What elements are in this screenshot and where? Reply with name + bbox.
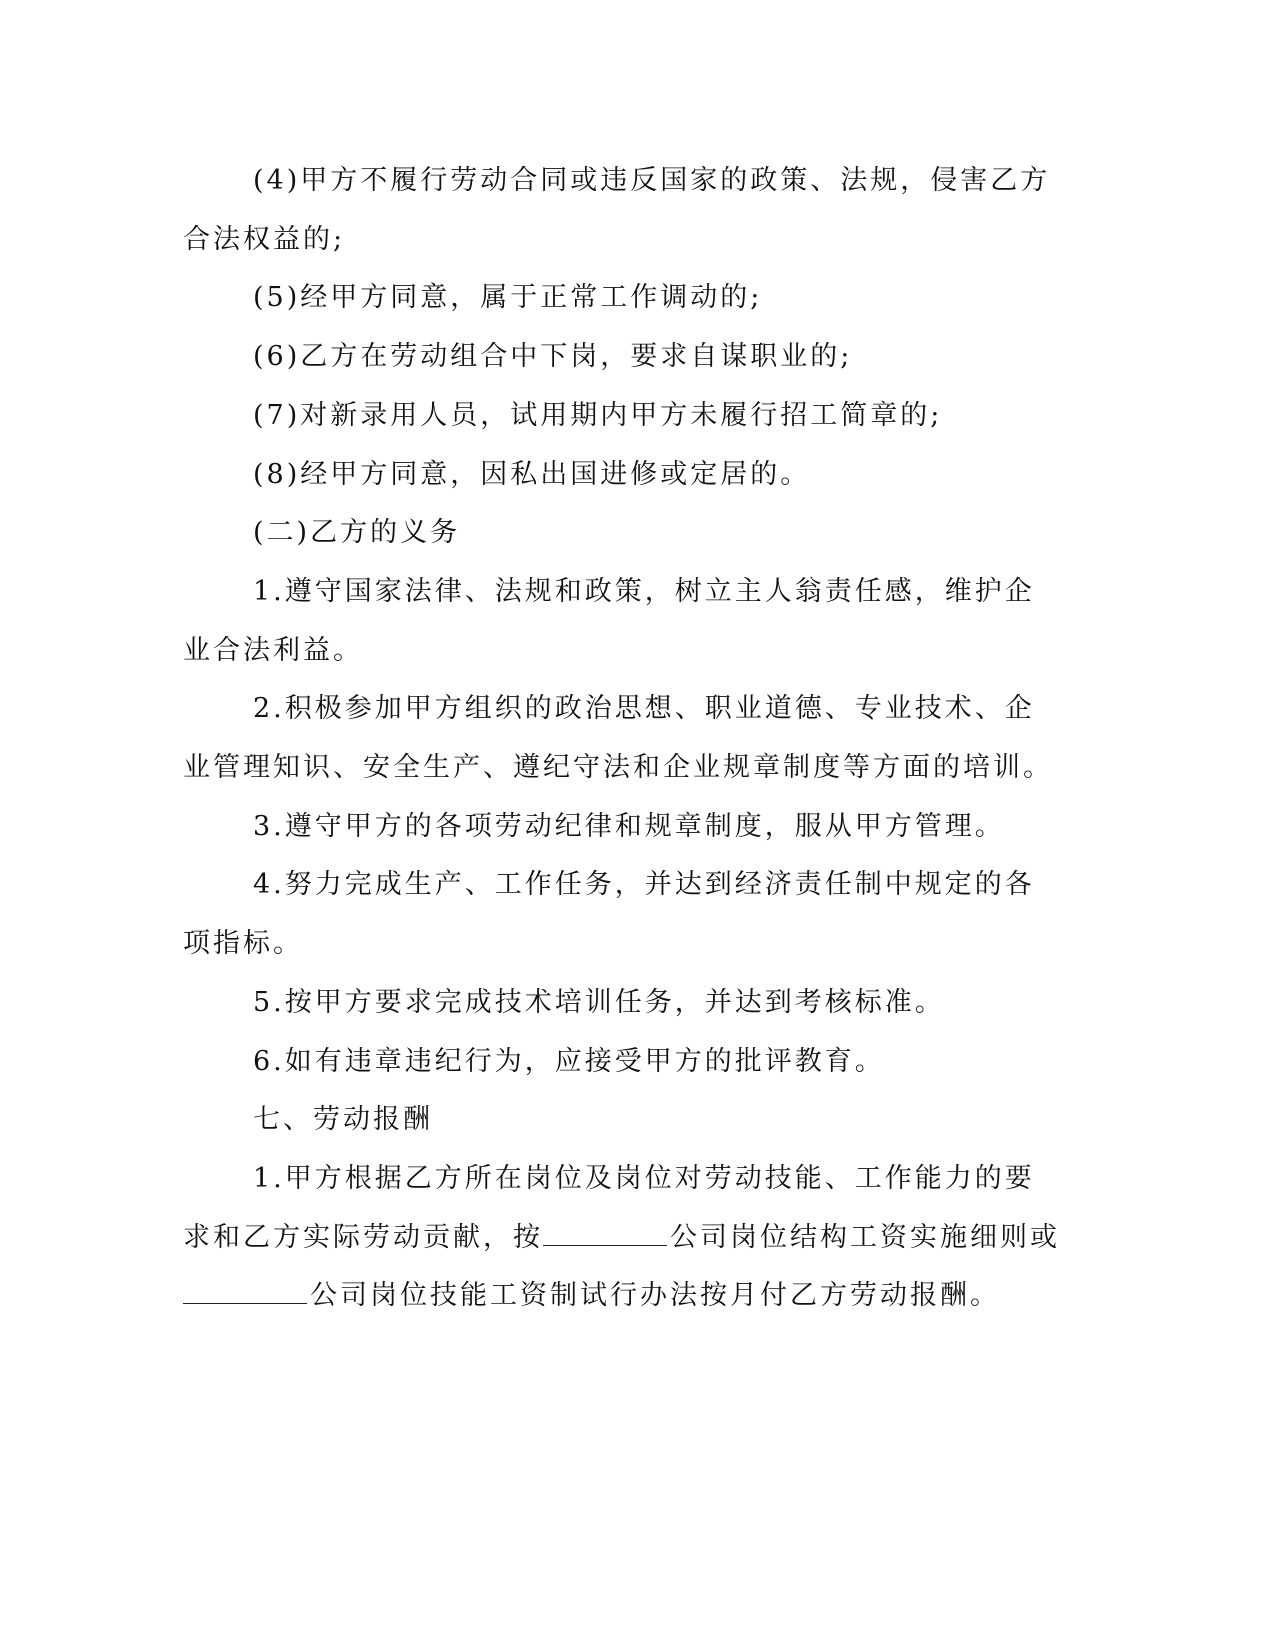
- paragraph-item-4: (4)甲方不履行劳动合同或违反国家的政策、法规，侵害乙方合法权益的;: [183, 165, 1051, 255]
- obligation-5: 5.按甲方要求完成技术培训任务，并达到考核标准。: [253, 986, 945, 1018]
- company-name-blank-2: [183, 1275, 307, 1304]
- obligation-6: 6.如有违章违纪行为，应接受甲方的批评教育。: [253, 1045, 885, 1077]
- section-heading-compensation: 七、劳动报酬: [253, 1104, 433, 1136]
- document-body: [183, 152, 1063, 1326]
- company-name-blank-1: [543, 1217, 667, 1246]
- section-heading-obligations: (二)乙方的义务: [253, 517, 461, 549]
- compensation-text-part3: 公司岗位技能工资制试行办法按月付乙方劳动报酬。: [310, 1280, 1000, 1312]
- obligation-3: 3.遵守甲方的各项劳动纪律和规章制度，服从甲方管理。: [253, 810, 1005, 842]
- compensation-text-part2: 公司岗位结构工资实施细则或: [670, 1221, 1060, 1253]
- compensation-text-part1: 1.甲方根据乙方所在岗位及岗位对劳动技能、工作能力的要求和乙方实际劳动贡献，按: [183, 1162, 1035, 1253]
- obligation-1: 1.遵守国家法律、法规和政策，树立主人翁责任感，维护企业合法利益。: [183, 575, 1035, 666]
- obligation-4: 4.努力完成生产、工作任务，并达到经济责任制中规定的各项指标。: [183, 869, 1035, 960]
- paragraph-item-8: (8)经甲方同意，因私出国进修或定居的。: [253, 458, 811, 490]
- paragraph-item-7: (7)对新录用人员，试用期内甲方未履行招工简章的;: [253, 399, 943, 431]
- paragraph-item-5: (5)经甲方同意，属于正常工作调动的;: [253, 282, 763, 314]
- paragraph-item-6: (6)乙方在劳动组合中下岗，要求自谋职业的;: [253, 341, 853, 373]
- compensation-clause-1: [183, 1150, 1063, 1326]
- obligation-2: 2.积极参加甲方组织的政治思想、职业道德、专业技术、企业管理知识、安全生产、遵纪守法和企业规章制度等方面的培训。: [183, 693, 1053, 784]
